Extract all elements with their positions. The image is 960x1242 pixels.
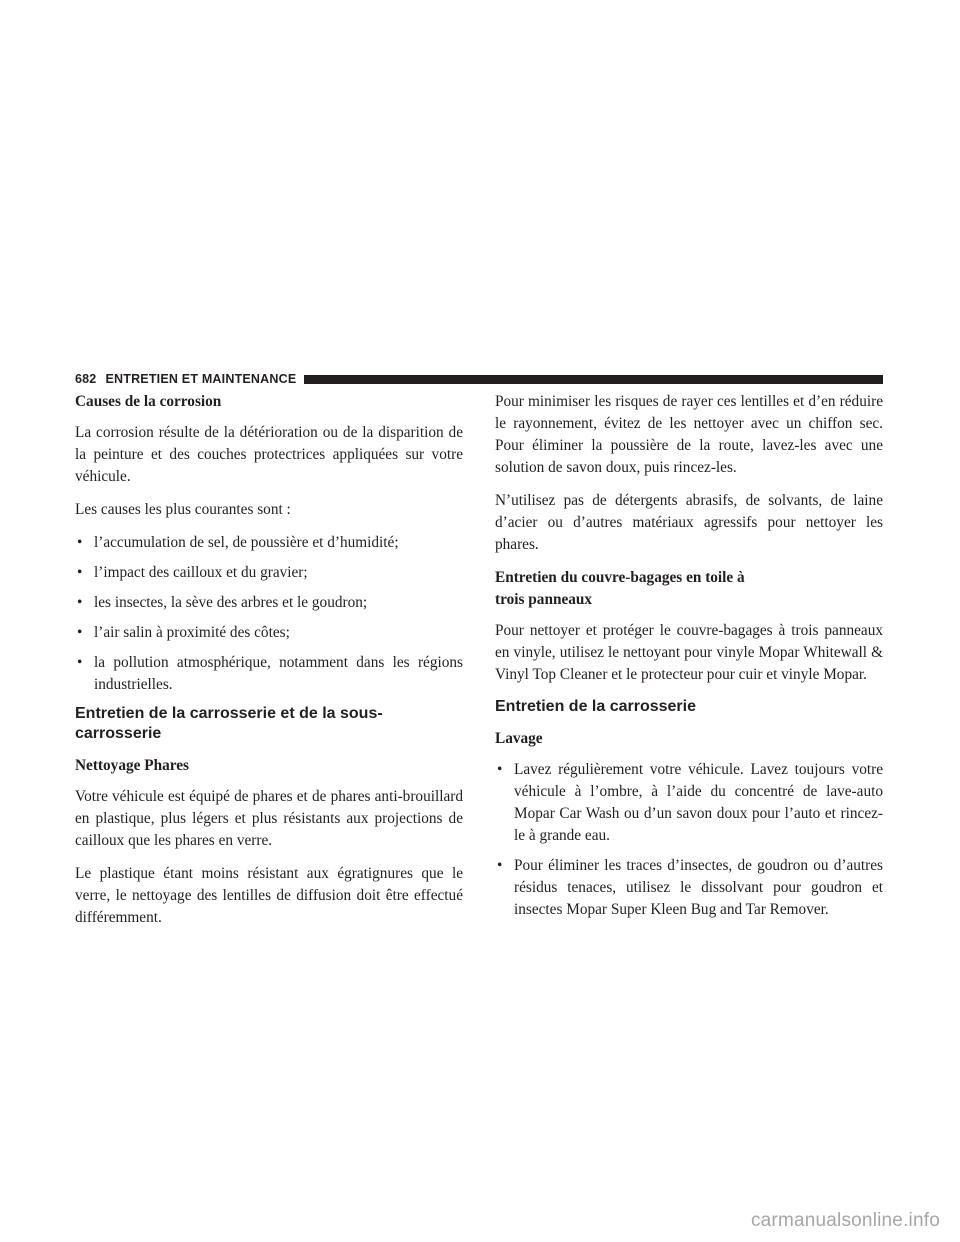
list-item-text: la pollution atmosphérique, notamment dans les régions industrielles. [94,654,463,693]
body-care-heading: Entretien de la carrosserie et de la sous-carrosserie [75,705,383,742]
list-item-text: Pour éliminer les traces d’insectes, de goudron ou d’autres résidus tenaces, utilisez le dissolvant pour goudron et insectes Mopar Super Kleen Bug and Tar Remover. [514,857,883,918]
corrosion-title: Causes de la corrosion [75,393,222,410]
wash-list [495,759,883,921]
headlights-paragraph-2: Le plastique étant moins résistant aux égratignures que le verre, le nettoyage des lentilles de diffusion doit être effectué différemment. [75,865,463,926]
page-number: 682 [75,372,97,386]
list-item [75,562,463,584]
bullet-icon: • [77,654,83,671]
list-item [75,622,463,644]
bullet-icon: • [77,564,83,581]
causes-intro: Les causes les plus courantes sont : [75,501,291,518]
bullet-icon: • [497,761,503,778]
list-item-text: les insectes, la sève des arbres et le goudron; [94,594,368,611]
list-item-text: Lavez régulièrement votre véhicule. Lavez toujours votre véhicule à l’ombre, à l’aide du concentré de lave-auto Mopar Car Wash ou d’un savon doux pour l’auto et rincez-le à grande eau. [514,761,883,844]
left-column [75,391,463,940]
body-heading: Entretien de la carrosserie [495,698,696,715]
page-header [75,371,883,387]
causes-list [75,532,463,696]
list-item-text: l’impact des cailloux et du gravier; [94,564,308,581]
watermark-logo[interactable]: carmanualsonline.info [750,1210,940,1231]
bullet-icon: • [497,857,503,874]
list-item-text: l’air salin à proximité des côtes; [94,624,290,641]
bullet-icon: • [77,534,83,551]
list-item [495,759,883,847]
list-item-text: l’accumulation de sel, de poussière et d’humidité; [94,534,399,551]
list-item [75,532,463,554]
bullet-icon: • [77,624,83,641]
corrosion-intro: La corrosion résulte de la détérioration ou de la disparition de la peinture et des couches protectrices appliquées sur votre véhicule. [75,424,463,485]
lens-paragraph-1: Pour minimiser les risques de rayer ces lentilles et d’en réduire le rayonnement, évitez de les nettoyer avec un chiffon sec. Pour éliminer la poussière de la route, lavez-les avec une solution de savon doux, puis rincez-les. [495,393,883,476]
list-item [75,592,463,614]
headlights-title: Nettoyage Phares [75,757,189,774]
tonneau-title-line-1: Entretien du couvre-bagages en toile à [495,569,745,586]
lens-paragraph-2: N’utilisez pas de détergents abrasifs, de solvants, de laine d’acier ou d’autres matériaux agressifs pour nettoyer les phares. [495,492,883,553]
wash-title: Lavage [495,730,543,747]
tonneau-paragraph: Pour nettoyer et protéger le couvre-bagages à trois panneaux en vinyle, utilisez le nettoyant pour vinyle Mopar Whitewall & Vinyl Top Cleaner et le protecteur pour cuir et vinyle Mopar. [495,622,883,683]
tonneau-title [495,567,883,611]
right-column [495,391,883,929]
headlights-paragraph-1: Votre véhicule est équipé de phares et de phares anti-brouillard en plastique, plus légers et plus résistants aux projections de cailloux que les phares en verre. [75,788,463,849]
section-title: ENTRETIEN ET MAINTENANCE [105,372,297,386]
list-item [495,855,883,921]
bullet-icon: • [77,594,83,611]
list-item [75,652,463,696]
header-rule [304,375,883,384]
tonneau-title-line-2: trois panneaux [495,591,593,608]
